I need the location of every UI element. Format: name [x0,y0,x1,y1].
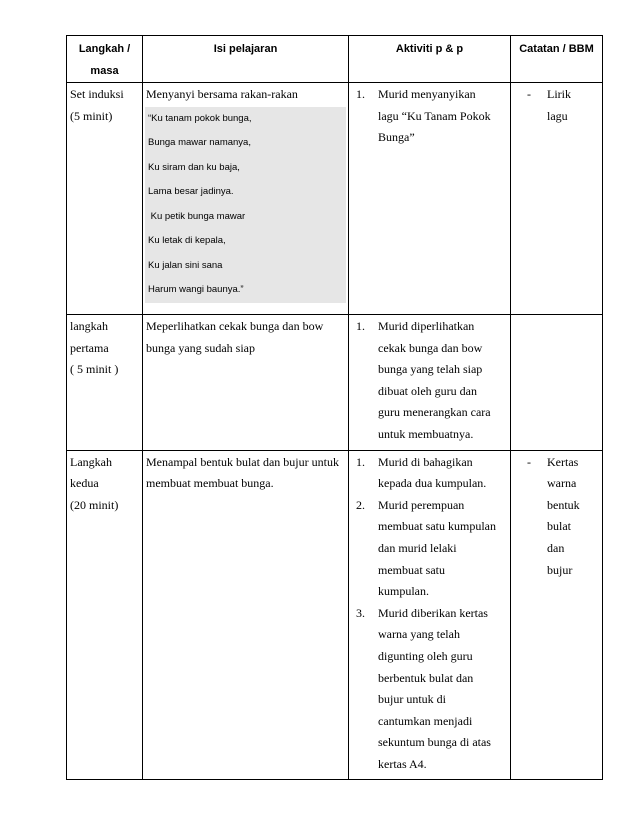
content-cell [143,83,349,315]
activity-item: 1. Murid menyanyikan lagu “Ku Tanam Pokok Bunga” [356,87,491,145]
activity-cell [349,83,511,315]
note-item: - Kertas warna bentuk bulat dan bujur [527,454,580,577]
activity-item: 1. Murid diperlihatkan cekak bunga dan bow bunga yang telah siap dibuat oleh guru dan guru menerangkan cara untuk membuatnya. [356,319,491,441]
table-row [67,450,603,780]
notes-cell [511,450,603,780]
table-row [67,83,603,315]
lesson-plan-table [66,35,603,780]
song-lyrics [145,107,346,303]
note-item: - Lirik lagu [527,87,571,123]
header-row [67,36,603,83]
lyric-line: “Ku tanam pokok bunga, [145,107,346,132]
lyric-line: Ku siram dan ku baja, [145,156,346,181]
lyric-line: Lama besar jadinya. [145,180,346,205]
activity-item: 3. Murid diberikan kertas warna yang telah digunting oleh guru berbentuk bulat dan bujur untuk di cantumkan menjadi sekuntum bunga di atas kertas A4. [356,605,491,771]
stage-cell: Set induksi (5 minit) [67,83,143,315]
activity-cell [349,315,511,451]
stage-cell: Langkah kedua (20 minit) [67,450,143,780]
table-row [67,315,603,451]
notes-cell [511,315,603,451]
stage-cell: langkah pertama ( 5 minit ) [67,315,143,451]
content-cell: Menampal bentuk bulat dan bujur untuk membuat membuat bunga. [143,450,349,780]
content-cell: Meperlihatkan cekak bunga dan bow bunga yang sudah siap [143,315,349,451]
activity-cell [349,450,511,780]
header-notes: Catatan / BBM [511,36,603,83]
lyric-line: Bunga mawar namanya, [145,131,346,156]
lyric-line: Ku jalan sini sana [145,254,346,279]
activity-item: 1. Murid di bahagikan kepada dua kumpulan. [356,454,487,491]
lyric-line: Ku letak di kepala, [145,229,346,254]
header-stage: Langkah / masa [67,36,143,83]
content-text: Menyanyi bersama rakan-rakan [146,87,298,101]
header-activity: Aktiviti p & p [349,36,511,83]
header-content: Isi pelajaran [143,36,349,83]
lyric-line: Harum wangi baunya.” [145,278,346,303]
notes-cell [511,83,603,315]
lyric-line: Ku petik bunga mawar [145,205,346,230]
activity-item: 2. Murid perempuan membuat satu kumpulan dan murid lelaki membuat satu kumpulan. [356,497,496,599]
